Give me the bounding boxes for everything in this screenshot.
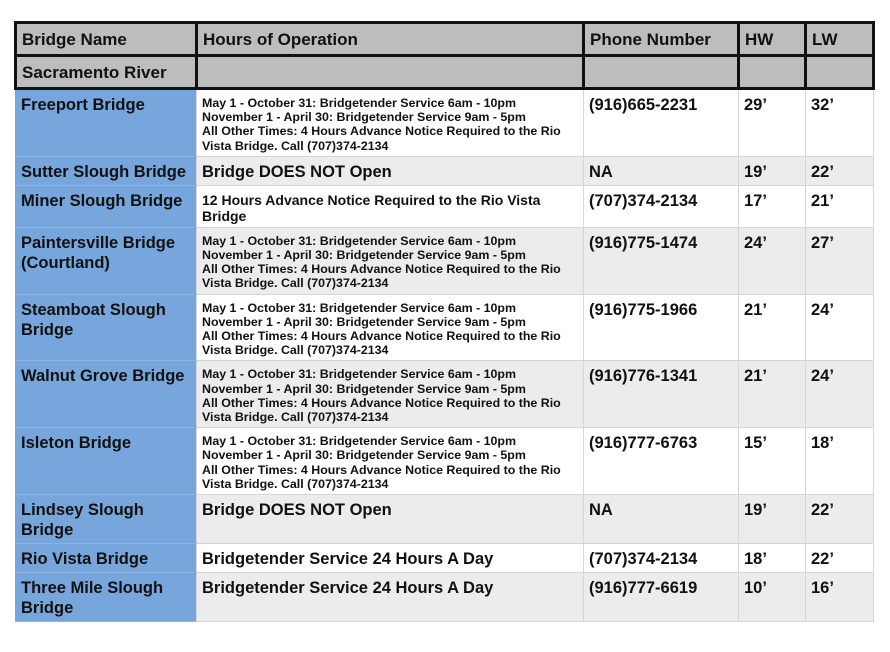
section-label: Sacramento River xyxy=(16,56,197,89)
hours-line: May 1 - October 31: Bridgetender Service 6am - 10pm xyxy=(202,233,517,248)
header-lw: LW xyxy=(806,23,874,56)
phone-cell: NA xyxy=(584,156,739,185)
hours-cell xyxy=(197,156,584,185)
hours-cell xyxy=(197,428,584,495)
bridge-name-cell: Lindsey Slough Bridge xyxy=(16,495,197,544)
bridge-name-cell: Three Mile Slough Bridge xyxy=(16,573,197,622)
table-row xyxy=(16,227,874,294)
section-empty-cell xyxy=(197,56,584,89)
phone-cell: (707)374-2134 xyxy=(584,544,739,573)
bridge-name-cell: Freeport Bridge xyxy=(16,89,197,157)
table-row xyxy=(16,185,874,227)
hw-cell: 10’ xyxy=(739,573,806,622)
lw-cell: 22’ xyxy=(806,495,874,544)
hours-line: All Other Times: 4 Hours Advance Notice Required to the Rio Vista Bridge. Call (707)374-2134 xyxy=(202,329,561,358)
hours-line: May 1 - October 31: Bridgetender Service 6am - 10pm xyxy=(202,367,517,382)
hours-line: Bridgetender Service 24 Hours A Day xyxy=(202,579,494,598)
phone-cell: (707)374-2134 xyxy=(584,185,739,227)
hw-cell: 18’ xyxy=(739,544,806,573)
hours-line: May 1 - October 31: Bridgetender Service 6am - 10pm xyxy=(202,300,517,315)
bridge-name-cell: Miner Slough Bridge xyxy=(16,185,197,227)
lw-cell: 32’ xyxy=(806,89,874,157)
hours-cell xyxy=(197,544,584,573)
bridge-name-cell: Walnut Grove Bridge xyxy=(16,361,197,428)
hours-line: Bridge DOES NOT Open xyxy=(202,162,392,181)
hw-cell: 15’ xyxy=(739,428,806,495)
lw-cell: 18’ xyxy=(806,428,874,495)
table-row xyxy=(16,428,874,495)
hours-line: All Other Times: 4 Hours Advance Notice Required to the Rio Vista Bridge. Call (707)374-2134 xyxy=(202,462,561,491)
lw-cell: 27’ xyxy=(806,227,874,294)
bridge-name-cell: Sutter Slough Bridge xyxy=(16,156,197,185)
phone-cell: (916)775-1966 xyxy=(584,294,739,361)
lw-cell: 22’ xyxy=(806,156,874,185)
hours-cell xyxy=(197,227,584,294)
hours-cell xyxy=(197,185,584,227)
phone-cell: (916)776-1341 xyxy=(584,361,739,428)
section-empty-cell xyxy=(739,56,806,89)
hours-line: November 1 - April 30: Bridgetender Service 9am - 5pm xyxy=(202,314,526,329)
bridge-schedule-table xyxy=(14,21,875,622)
hours-cell xyxy=(197,294,584,361)
hw-cell: 21’ xyxy=(739,294,806,361)
hours-line: Bridge DOES NOT Open xyxy=(202,501,392,520)
hw-cell: 24’ xyxy=(739,227,806,294)
hw-cell: 21’ xyxy=(739,361,806,428)
table-row xyxy=(16,573,874,622)
phone-cell: (916)665-2231 xyxy=(584,89,739,157)
bridge-name-cell: Paintersville Bridge (Courtland) xyxy=(16,227,197,294)
section-row xyxy=(16,56,874,89)
table-row xyxy=(16,294,874,361)
bridge-name-cell: Steamboat Slough Bridge xyxy=(16,294,197,361)
table-row xyxy=(16,89,874,157)
lw-cell: 24’ xyxy=(806,294,874,361)
lw-cell: 24’ xyxy=(806,361,874,428)
header-bridge-name: Bridge Name xyxy=(16,23,197,56)
bridge-name-cell: Rio Vista Bridge xyxy=(16,544,197,573)
table-row xyxy=(16,156,874,185)
bridge-name-cell: Isleton Bridge xyxy=(16,428,197,495)
bridge-rows xyxy=(16,89,874,622)
hours-line: Bridgetender Service 24 Hours A Day xyxy=(202,550,494,569)
hours-cell xyxy=(197,89,584,157)
hw-cell: 19’ xyxy=(739,156,806,185)
hw-cell: 17’ xyxy=(739,185,806,227)
lw-cell: 16’ xyxy=(806,573,874,622)
phone-cell: (916)775-1474 xyxy=(584,227,739,294)
hours-line: November 1 - April 30: Bridgetender Service 9am - 5pm xyxy=(202,110,526,125)
table-row xyxy=(16,544,874,573)
hours-cell xyxy=(197,573,584,622)
hours-line: May 1 - October 31: Bridgetender Service 6am - 10pm xyxy=(202,434,517,449)
hw-cell: 19’ xyxy=(739,495,806,544)
hours-cell xyxy=(197,495,584,544)
table-row xyxy=(16,361,874,428)
phone-cell: (916)777-6619 xyxy=(584,573,739,622)
lw-cell: 22’ xyxy=(806,544,874,573)
hours-line: November 1 - April 30: Bridgetender Service 9am - 5pm xyxy=(202,448,526,463)
hours-line: All Other Times: 4 Hours Advance Notice Required to the Rio Vista Bridge. Call (707)374-2134 xyxy=(202,262,561,291)
table-row xyxy=(16,495,874,544)
phone-cell: (916)777-6763 xyxy=(584,428,739,495)
hours-line: All Other Times: 4 Hours Advance Notice Required to the Rio Vista Bridge. Call (707)374-2134 xyxy=(202,395,561,425)
phone-cell: NA xyxy=(584,495,739,544)
header-hours: Hours of Operation xyxy=(197,23,584,56)
hours-line: November 1 - April 30: Bridgetender Service 9am - 5pm xyxy=(202,381,526,396)
hours-line: All Other Times: 4 Hours Advance Notice Required to the Rio Vista Bridge. Call (707)374-2134 xyxy=(202,124,561,153)
header-phone: Phone Number xyxy=(584,23,739,56)
section-empty-cell xyxy=(584,56,739,89)
header-hw: HW xyxy=(739,23,806,56)
hw-cell: 29’ xyxy=(739,89,806,157)
hours-line: May 1 - October 31: Bridgetender Service 6am - 10pm xyxy=(202,96,517,110)
header-row xyxy=(16,23,874,56)
hours-line: November 1 - April 30: Bridgetender Service 9am - 5pm xyxy=(202,248,526,263)
hours-line: 12 Hours Advance Notice Required to the Rio Vista Bridge xyxy=(202,191,541,224)
lw-cell: 21’ xyxy=(806,185,874,227)
hours-cell xyxy=(197,361,584,428)
section-empty-cell xyxy=(806,56,874,89)
